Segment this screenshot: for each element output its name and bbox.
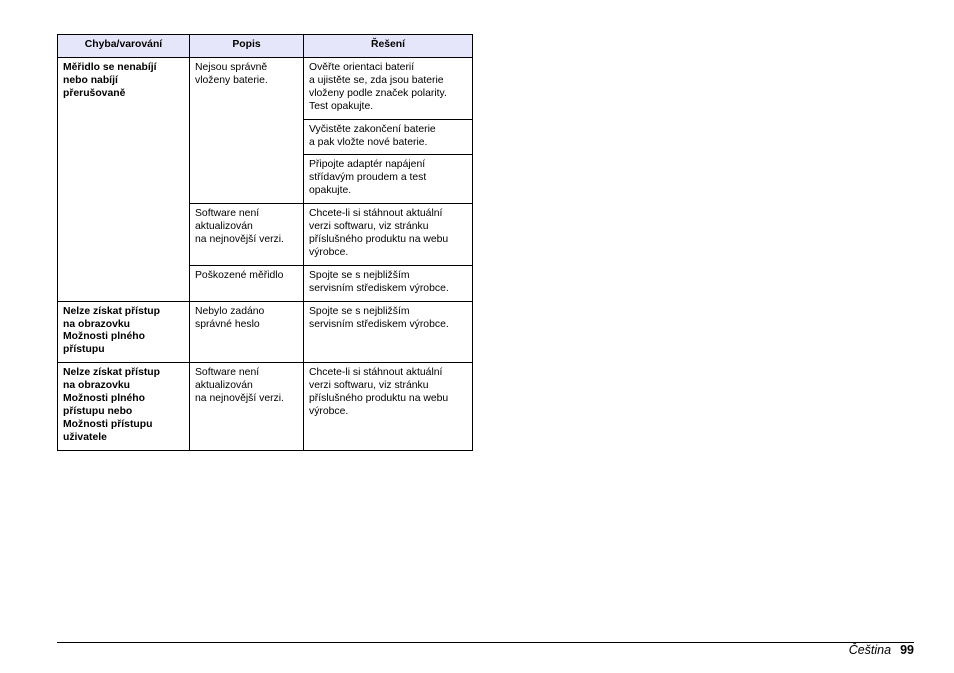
- solution-cell: Ověřte orientaci baterií a ujistěte se, zda jsou baterie vloženy podle značek polarity. Test opakujte.: [304, 58, 473, 120]
- solution-cell: Chcete-li si stáhnout aktuální verzi softwaru, viz stránku příslušného produktu na webu výrobce.: [304, 363, 473, 450]
- description-cell: Software není aktualizován na nejnovější verzi.: [190, 363, 304, 450]
- table-row: [58, 58, 473, 120]
- table-row: [58, 301, 473, 363]
- description-cell: Nejsou správně vloženy baterie.: [190, 58, 304, 204]
- page-number: 99: [900, 643, 914, 657]
- header-description: Popis: [190, 35, 304, 58]
- description-cell: Poškozené měřidlo: [190, 265, 304, 301]
- solution-cell: Chcete-li si stáhnout aktuální verzi softwaru, viz stránku příslušného produktu na webu výrobce.: [304, 204, 473, 266]
- description-cell: Nebylo zadáno správné heslo: [190, 301, 304, 363]
- footer-language: Čeština: [848, 643, 892, 657]
- condition-cell: Nelze získat přístup na obrazovku Možnosti plného přístupu nebo Možnosti přístupu uživatele: [58, 363, 190, 450]
- solution-cell: Spojte se s nejbližším servisním střediskem výrobce.: [304, 301, 473, 363]
- troubleshooting-table: [57, 34, 473, 451]
- solution-cell: Připojte adaptér napájení střídavým proudem a test opakujte.: [304, 155, 473, 204]
- header-solution: Řešení: [304, 35, 473, 58]
- page-footer: [849, 642, 914, 658]
- table-header-row: [58, 35, 473, 58]
- condition-cell: Nelze získat přístup na obrazovku Možnosti plného přístupu: [58, 301, 190, 363]
- header-error-warning: Chyba/varování: [58, 35, 190, 58]
- solution-cell: Spojte se s nejbližším servisním střediskem výrobce.: [304, 265, 473, 301]
- footer-divider: [57, 642, 914, 643]
- description-cell: Software není aktualizován na nejnovější verzi.: [190, 204, 304, 266]
- condition-cell: Měřidlo se nenabíjí nebo nabíjí přerušovaně: [58, 58, 190, 302]
- table-row: [58, 363, 473, 450]
- solution-cell: Vyčistěte zakončení baterie a pak vložte nové baterie.: [304, 119, 473, 155]
